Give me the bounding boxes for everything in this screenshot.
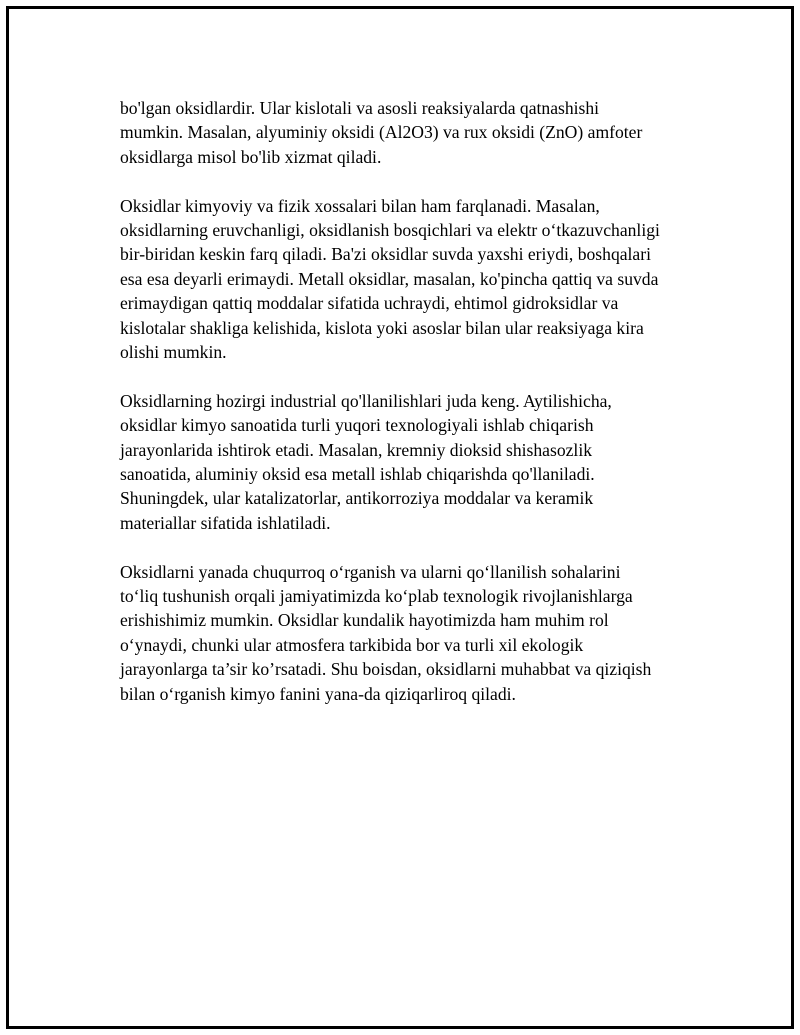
page-frame: [6, 6, 794, 1029]
text-line: Oksidlarning hozirgi industrial qo'llanilishlari juda keng. Aytilishicha,: [120, 390, 612, 411]
text-line: erimaydigan qattiq moddalar sifatida uchraydi, ehtimol gidroksidlar va: [120, 293, 619, 314]
text-line: jarayonlarga ta’sir ko’rsatadi. Shu boisdan, oksidlarni muhabbat va qiziqish: [120, 659, 652, 680]
paragraph-2: [120, 194, 710, 365]
text-line: Shuningdek, ular katalizatorlar, antikorroziya moddalar va keramik: [120, 488, 594, 509]
text-line: to‘liq tushunish orqali jamiyatimizda ko‘plab texnologik rivojlanishlarga: [120, 586, 633, 607]
paragraph-1: [120, 96, 710, 169]
document-body: [120, 96, 710, 731]
text-line: Oksidlar kimyoviy va fizik xossalari bilan ham farqlanadi. Masalan,: [120, 195, 600, 216]
text-line: sanoatida, aluminiy oksid esa metall ishlab chiqarishda qo'llaniladi.: [120, 464, 595, 485]
text-line: bilan o‘rganish kimyo fanini yana-da qiziqarliroq qiladi.: [120, 683, 516, 704]
text-line: o‘ynaydi, chunki ular atmosfera tarkibida bor va turli xil ekologik: [120, 634, 584, 655]
text-line: kislotalar shakliga kelishida, kislota yoki asoslar bilan ular reaksiyaga kira: [120, 317, 644, 338]
text-line: bir-biridan keskin farq qiladi. Ba'zi oksidlar suvda yaxshi eriydi, boshqalari: [120, 244, 651, 265]
text-line: olishi mumkin.: [120, 342, 227, 363]
text-line: materiallar sifatida ishlatiladi.: [120, 512, 331, 533]
text-line: oksidlarning eruvchanligi, oksidlanish bosqichlari va elektr o‘tkazuvchanligi: [120, 220, 660, 241]
paragraph-3: [120, 389, 710, 535]
text-line: erishishimiz mumkin. Oksidlar kundalik hayotimizda ham muhim rol: [120, 610, 609, 631]
text-line: oksidlar kimyo sanoatida turli yuqori texnologiyali ishlab chiqarish: [120, 415, 594, 436]
text-line: bo'lgan oksidlardir. Ular kislotali va asosli reaksiyalarda qatnashishi: [120, 98, 600, 118]
text-line: Oksidlarni yanada chuqurroq o‘rganish va ularni qo‘llanilish sohalarini: [120, 561, 621, 582]
text-line: jarayonlarida ishtirok etadi. Masalan, kremniy dioksid shishasozlik: [120, 439, 592, 460]
text-line: oksidlarga misol bo'lib xizmat qiladi.: [120, 146, 382, 167]
text-line: esa esa deyarli erimaydi. Metall oksidlar, masalan, ko'pincha qattiq va suvda: [120, 268, 659, 289]
text-line: mumkin. Masalan, alyuminiy oksidi (Al2O3) va rux oksidi (ZnO) amfoter: [120, 122, 643, 143]
paragraph-4: [120, 560, 710, 706]
